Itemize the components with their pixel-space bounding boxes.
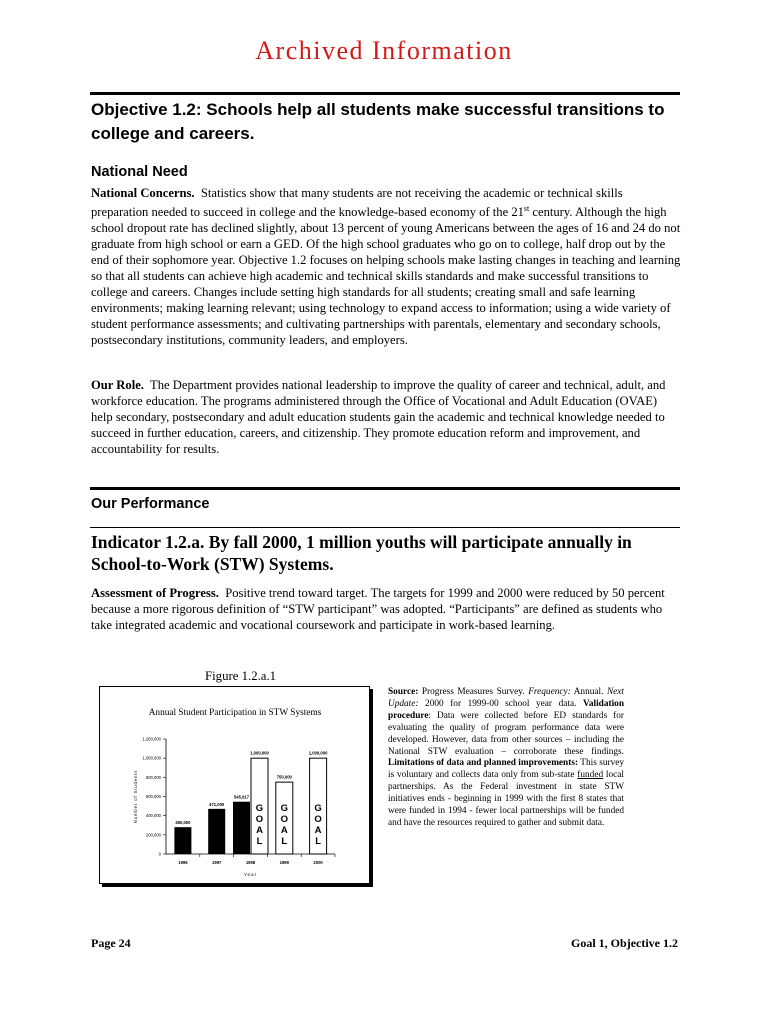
national-concerns-paragraph	[91, 185, 681, 348]
goal-bar-label: 750,000	[276, 774, 292, 780]
goal-letter: O	[255, 814, 264, 825]
our-role-paragraph	[91, 377, 681, 457]
y-tick-label: 1,000,000	[142, 755, 161, 761]
national-concerns-text-2: century. Although the high school dropout rate has declined slightly, about 13 percent of young Americans between the ages of 16 and 24 do not graduate from high school or earn a GED. Of the high school graduates who go on to college, half drop out by the end of their sophomore year. Objective 1.2 focuses on helping schools make lasting changes in teaching and learning so that all students can achieve high academic and technical skills standards and make successful transitions to college and careers. Changes include setting high standards for all students; creating small and safe learning environments; making learning relevant; using technology to expand access to information; using a wide variety of student performance assessments; and cultivating partnerships with parentals, elementary and secondary schools, postsecondary institutions, community leaders, and employers.	[91, 205, 681, 348]
national-concerns-text-1: Statistics show that many students are not receiving the academic or technical skills preparation needed to succeed in college and the knowledge-based economy of the 21	[91, 186, 623, 220]
goal-letter: G	[280, 803, 288, 814]
actual-bar	[208, 809, 225, 854]
assessment-label: Assessment of Progress.	[91, 586, 219, 600]
next-update-text: 2000 for 1999-00 school year data.	[418, 698, 583, 709]
goal-bar-label: 1,000,000	[308, 750, 328, 756]
goal-letter: A	[314, 825, 322, 836]
objective-title: Objective 1.2: Schools help all students make successful transitions to college and careers.	[91, 100, 665, 143]
source-label: Source:	[388, 687, 419, 697]
indicator-rule	[90, 527, 680, 528]
stw-participation-chart	[100, 687, 371, 885]
x-axis-label: Year	[243, 872, 258, 877]
goal-letter: A	[280, 825, 288, 836]
goal-bar-label: 1,000,000	[250, 750, 269, 756]
goal-letter: L	[315, 836, 322, 847]
limitations-text-1: This survey is voluntary and collects data only from sub-state	[388, 758, 624, 781]
source-text: Progress Measures Survey.	[418, 687, 529, 697]
x-tick-label: 1996	[178, 860, 188, 865]
national-concerns-label: National Concerns.	[91, 186, 195, 200]
x-tick-label: 2000	[313, 860, 323, 865]
national-concerns-sup: st	[523, 204, 530, 213]
footer-page-number: Page 24	[91, 936, 131, 950]
y-tick-label: 200,000	[145, 832, 161, 838]
y-tick-label: 400,000	[145, 813, 161, 819]
limitations-text-2: local partnerships. As the Federal investment in state STW initiatives ends - beginning in 1999 with the first 8 states that were funded in 1994 - fewer local partnerships will be funded and have the resources required to gather and submit data.	[388, 770, 624, 828]
frequency-label: Frequency:	[528, 687, 571, 697]
actual-bar-label: 545,617	[233, 794, 250, 800]
goal-letter: L	[256, 836, 263, 847]
actual-bar-label: 280,000	[175, 820, 191, 826]
y-tick-label: 600,000	[145, 794, 161, 799]
frequency-text: Annual.	[570, 687, 607, 697]
assessment-paragraph	[91, 585, 681, 633]
indicator-title: Indicator 1.2.a. By fall 2000, 1 million youths will participate annually in School-to-Work (STW) Systems.	[91, 532, 632, 574]
national-need-heading: National Need	[91, 164, 188, 180]
y-tick-label: 1,200,000	[142, 736, 161, 742]
next-update-label: Next Update:	[388, 687, 624, 709]
top-rule	[90, 92, 680, 95]
y-tick-label: 0	[158, 851, 161, 857]
performance-rule	[90, 487, 680, 490]
y-tick-label: 800,000	[145, 774, 161, 780]
limitations-label: Limitations of data and planned improvements:	[388, 758, 579, 769]
chart-title: Annual Student Participation in STW Systems	[148, 708, 322, 718]
footer-goal-objective: Goal 1, Objective 1.2	[571, 936, 678, 950]
goal-letter: G	[314, 803, 322, 814]
validation-text: : Data were collected before ED standards for evaluating the quality of program performance data were developed. However, data from other sources – including the National STW evaluation – corroborate these findings.	[388, 710, 624, 757]
x-tick-label: 1997	[212, 860, 222, 865]
our-role-label: Our Role.	[91, 378, 144, 392]
assessment-text: Positive trend toward target. The targets for 1999 and 2000 were reduced by 50 percent because a more rigorous definition of “STW participant” was adopted. “Participants” are defined as students who take integrated academic and vocational coursework and participate in work-based learning.	[91, 586, 665, 632]
our-performance-heading: Our Performance	[91, 496, 210, 512]
actual-bar	[174, 827, 191, 854]
goal-letter: A	[256, 825, 263, 836]
stw-chart-frame	[99, 686, 370, 884]
funded-word: funded	[577, 770, 604, 781]
y-axis-label: Number of Students	[133, 769, 138, 824]
figure-label: Figure 1.2.a.1	[205, 669, 277, 683]
our-role-text: The Department provides national leadership to improve the quality of career and technical, adult, and workforce education. The programs administered through the Office of Vocational and Adult Education (OVAE) help secondary, postsecondary and adult education students gain the academic and technical knowledge needed to succeed in further education, careers, and citizenship. They promote education reform and improvement, and accountability for results.	[91, 378, 666, 456]
archived-information-header: Archived Information	[255, 36, 513, 65]
goal-letter: G	[255, 803, 264, 814]
goal-letter: L	[281, 836, 288, 847]
source-notes	[388, 687, 624, 830]
actual-bar	[233, 802, 250, 854]
goal-letter: O	[280, 814, 288, 825]
x-tick-label: 1998	[245, 860, 256, 865]
x-tick-label: 1999	[279, 860, 289, 865]
actual-bar-label: 471,000	[209, 801, 225, 807]
goal-letter: O	[314, 814, 322, 825]
validation-label: Validation procedure	[388, 698, 624, 721]
